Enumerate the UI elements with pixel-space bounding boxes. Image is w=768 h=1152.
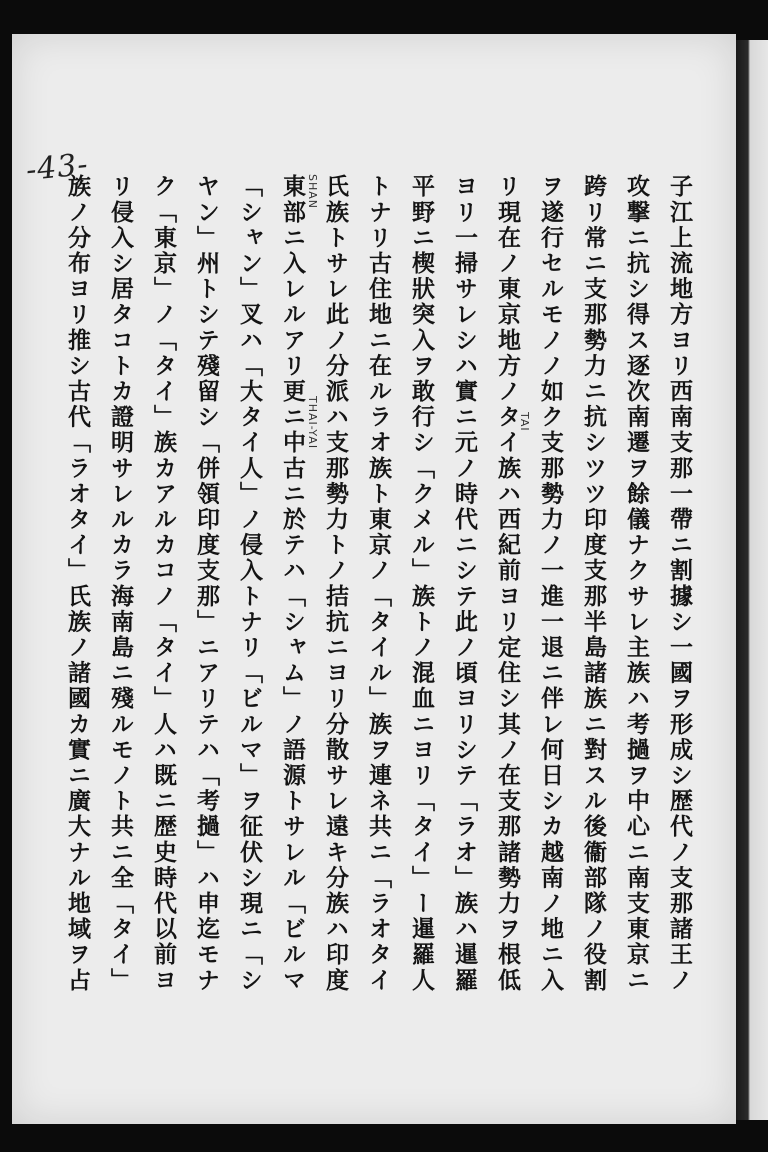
book-spine	[736, 40, 768, 1120]
text-column-13: ク「東京」ノ「タイ」族カアルカコノ「タイ」人ハ既ニ歴史時代以前ヨ	[150, 174, 176, 994]
text-column-10: 東部ニ入レルアリ更ニ中古ニ於テハ「シャム」ノ語源トサレル「ビルマ	[279, 174, 305, 994]
document-page	[12, 34, 736, 1124]
text-column-15: 族ノ分布ヨリ推シ古代「ラオタイ」氏族ノ諸國カ實ニ廣大ナル地域ヲ占	[64, 174, 90, 994]
annotation-shan: SHAN	[306, 174, 319, 210]
text-column-1: 子江上流地方ヨリ西南支那一帶ニ割據シ一國ヲ形成シ歴代ノ支那諸王ノ	[666, 174, 692, 994]
text-column-3: 跨リ常ニ支那勢力ニ抗シツツ印度支那半島諸族ニ對スル後衞部隊ノ役割	[580, 174, 606, 994]
text-column-8: トナリ古住地ニ在ルラオ族ト東京ノ「タイル」族ヲ連ネ共ニ「ラオタイ	[365, 174, 391, 994]
annotation-tai: TAI	[518, 412, 531, 432]
text-column-5: リ現在ノ東京地方ノタイ族ハ西紀前ヨリ定住シ其ノ在支那諸勢力ヲ根低	[494, 174, 520, 994]
text-column-12: ヤン」州トシテ殘留シ「併領印度支那」ニアリテハ「考撾」ハ申迄モナ	[193, 174, 219, 994]
annotation-thai-yai: THAI-YAI	[306, 396, 319, 450]
text-column-9: 氏族トサレ此ノ分派ハ支那勢力トノ拮抗ニヨリ分散サレ遠キ分族ハ印度	[322, 174, 348, 994]
page-number: -43-	[24, 146, 91, 189]
text-column-14: リ侵入シ居タコトカ證明サレルカラ海南島ニ殘ルモノト共ニ全「タイ」	[107, 174, 133, 994]
vertical-text-block	[58, 174, 698, 1074]
text-column-7: 平野ニ楔狀突入ヲ敢行シ「クメル」族トノ混血ニヨリ「タイ」ー暹羅人	[408, 174, 434, 994]
text-column-2: 攻撃ニ抗シ得ス逐次南遷ヲ餘儀ナクサレ主族ハ考撾ヲ中心ニ南支東京ニ	[623, 174, 649, 994]
text-column-11: 「シャン」叉ハ「大タイ人」ノ侵入トナリ「ビルマ」ヲ征伏シ現ニ「シ	[236, 174, 262, 994]
text-column-4: ヲ遂行セルモノノ如ク支那勢力ノ一進一退ニ伴レ何日シカ越南ノ地ニ入	[537, 174, 563, 994]
text-column-6: ヨリ一掃サレシハ實ニ元ノ時代ニシテ此ノ頃ヨリシテ「ラオ」族ハ暹羅	[451, 174, 477, 994]
